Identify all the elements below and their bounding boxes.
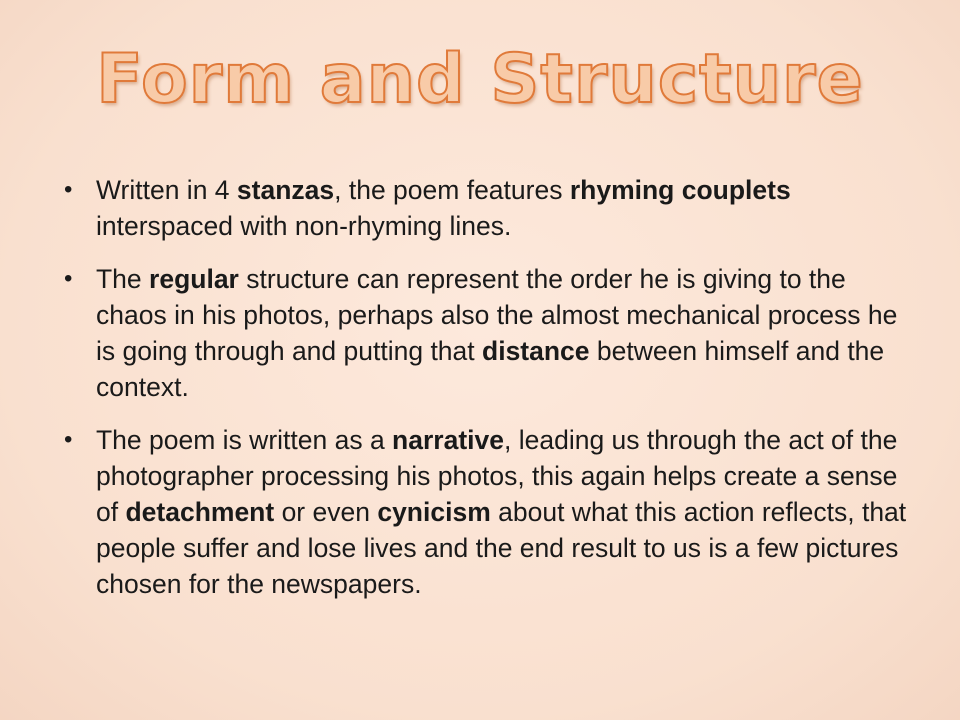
bullet-text: about what this action reflects, that people suffer and lose lives and the end result to us is a few pictures chosen for the newspapers. — [96, 497, 907, 599]
bullet-text: structure can represent the order he is giving to the chaos in his photos, perhaps also the almost mechanical process he is going through and putting that — [96, 264, 898, 366]
bullet-text: interspaced with non-rhyming lines. — [96, 211, 512, 241]
bullet-emphasis: narrative — [392, 425, 504, 455]
bullet-dot-icon: • — [64, 265, 73, 292]
bullet-emphasis: rhyming couplets — [569, 175, 791, 205]
bullet-emphasis: cynicism — [377, 497, 491, 527]
slide-title: Form and Structure — [96, 40, 864, 119]
bullet-text: or even — [274, 497, 378, 527]
bullet-emphasis: detachment — [125, 497, 275, 527]
bullet-text: , leading us through the act of the photographer processing his photos, this again helps create a sense of — [96, 425, 898, 527]
bullet-text: Written in 4 — [96, 175, 237, 205]
bullet-item — [60, 172, 920, 244]
bullet-emphasis: distance — [482, 336, 590, 366]
bullet-list — [60, 172, 920, 619]
bullet-emphasis: regular — [149, 264, 239, 294]
bullet-text: The — [96, 264, 150, 294]
bullet-dot-icon: • — [64, 176, 73, 203]
bullet-item — [60, 422, 920, 602]
bullet-text: , the poem features — [334, 175, 570, 205]
bullet-text: The poem is written as a — [96, 425, 393, 455]
bullet-dot-icon: • — [64, 426, 73, 453]
bullet-text: between himself and the context. — [96, 336, 885, 402]
bullet-item — [60, 261, 920, 405]
bullet-emphasis: stanzas — [236, 175, 335, 205]
